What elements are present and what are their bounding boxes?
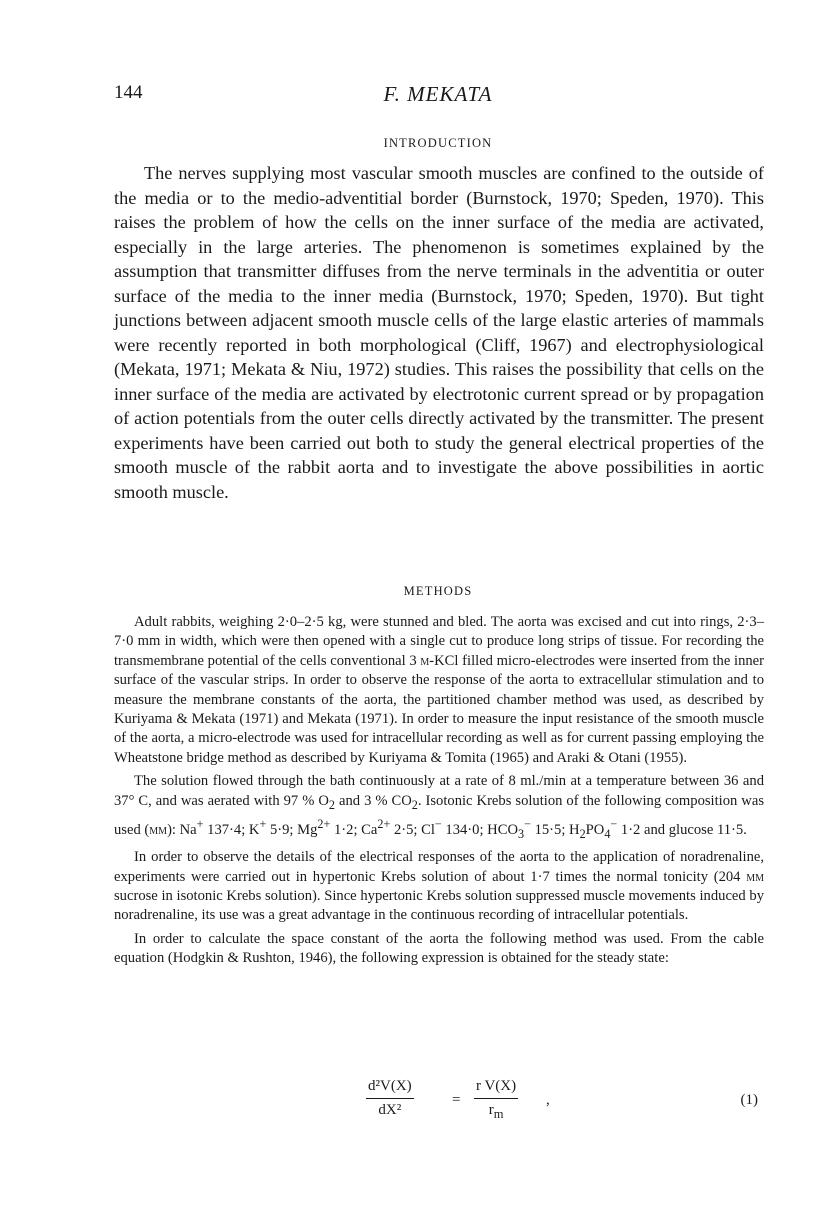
methods-heading: METHODS (403, 584, 473, 598)
page-number: 144 (114, 82, 143, 103)
methods-paragraph-space-constant: In order to calculate the space constant of the aorta the following method was used. From the cable equation (Hodgkin & Rushton, 1946), the following expression is obtained for the steady state: (114, 930, 764, 967)
introduction-heading: INTRODUCTION (383, 136, 493, 150)
methods-paragraph-solution: The solution flowed through the bath continuously at a rate of 8 ml./min at a temperature between 36 and 37° C, and was aerated with 97 % $O_2$ and 3 % $CO_2$. Isotonic Krebs solution of the following composition was used (mm): Na+ 137·4; K+ 5·9; $Mg^{2+}$ 1·2; $Ca^{2+}$ 2·5; Cl− 134·0; $HCO_3^-$ 15·5; $H_2PO_4^-$ 1·2 and glucose 11·5. (114, 773, 764, 841)
methods-paragraph-hypertonic: In order to observe the details of the electrical responses of the aorta to the application of noradrenaline, experiments were carried out in hypertonic Krebs solution of about 1·7 times the normal tonicity (204 mm sucrose in isotonic Krebs solution). Since hypertonic Krebs solution suppressed muscle movements induced by noradrenaline, its use was a great advantage in the continuous recording of intracellular potentials. (114, 849, 764, 924)
running-title: F. MEKATA (383, 82, 493, 106)
equation-lhs-denominator: dX² (378, 1102, 402, 1118)
equation-lhs-numerator: d²V(X) (366, 1078, 414, 1099)
equation-rhs-denominator: $r_m$ (488, 1102, 504, 1121)
methods-paragraph-animals: Adult rabbits, weighing 2·0–2·5 kg, were stunned and bled. The aorta was excised and cut into rings, 2·3–7·0 mm in width, which were then opened with a single cut to produce long strips of tissue. For recording the transmembrane potential of the cells conventional 3 m-KCl filled micro-electrodes were inserted from the inner surface of the vascular strips. In order to observe the response of the aorta to extracellular stimulation and to measure the membrane constants of the aorta, the partitioned chamber method was used, as described by Kuriyama & Mekata (1971) and Mekata (1971). In order to measure the input resistance of the smooth muscle of the aorta, a micro-electrode was used for intracellular recording as well as for current passing employing the Wheatstone bridge method as described by Kuriyama & Tomita (1965) and Araki & Otani (1955). (114, 614, 764, 766)
equation-comma: , (546, 1092, 550, 1108)
equation-lhs-fraction (366, 1078, 414, 1119)
cable-equation (114, 1078, 764, 1144)
introduction-body (114, 161, 764, 504)
methods-body (114, 613, 764, 973)
equation-rhs-numerator: r V(X) (474, 1078, 518, 1099)
page-header (114, 82, 762, 112)
equation-number: (1) (740, 1092, 758, 1108)
introduction-paragraph: The nerves supplying most vascular smooth muscles are confined to the outside of the media or to the medio-adventitial border (Burnstock, 1970; Speden, 1970). This raises the problem of how the cells on the inner surface of the media are activated, especially in the large arteries. The phenomenon is sometimes explained by the assumption that transmitter diffuses from the nerve terminals in the adventitia or outer surface of the media to the inner media (Burnstock, 1970; Speden, 1970). But tight junctions between adjacent smooth muscle cells of the large elastic arteries of mammals were recently reported in both morphological (Cliff, 1967) and electrophysiological (Mekata, 1971; Mekata & Niu, 1972) studies. This raises the possibility that cells on the inner surface of the media are activated by electrotonic current spread or by propagation of action potentials from the outer cells directly activated by the transmitter. The present experiments have been carried out both to study the general electrical properties of the smooth muscle of the rabbit aorta and to investigate the above possibilities in aortic smooth muscle. (114, 163, 764, 502)
equation-equals-sign: = (452, 1092, 461, 1108)
equation-rhs-fraction (474, 1078, 518, 1122)
